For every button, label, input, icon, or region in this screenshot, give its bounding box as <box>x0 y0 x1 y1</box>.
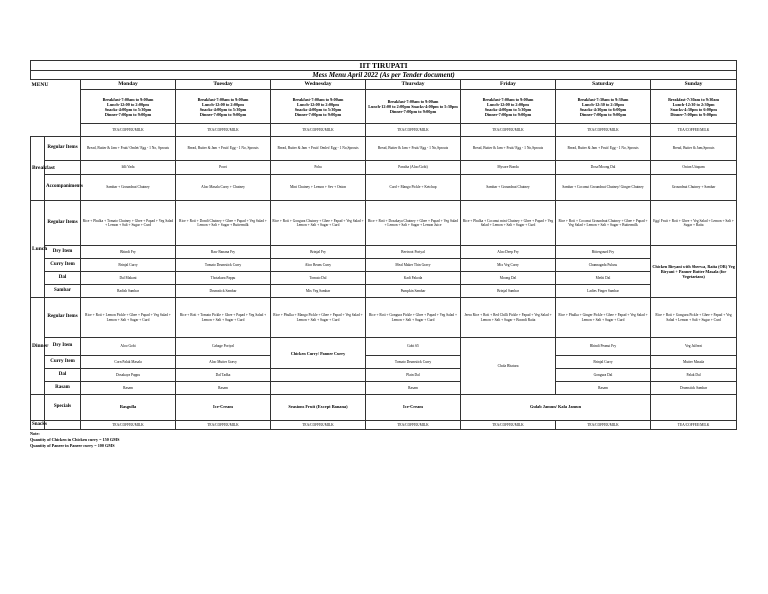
dinner-dal: Gongura Dal <box>556 369 651 382</box>
beverage-cell: TEA/COFFEE/MILK <box>271 124 366 137</box>
timing-cell: Breakfast-7:00am to 9:00am Lunch-12:00 to 2:00pm Snacks-4:00pm to 5:30pm Dinner-7:00pm to 9:00pm <box>271 90 366 124</box>
day-header: Sunday <box>651 80 737 90</box>
dinner-rasam: Rasam <box>556 382 651 395</box>
dinner-rasam: Rasam <box>176 382 271 395</box>
special-item: Rasgulla <box>81 395 176 421</box>
lunch-curry: Channagada Pulusu <box>556 259 651 272</box>
lunch-dry: Beetroot Poriyal <box>366 246 461 259</box>
breakfast-accompaniment: Groundnut Chutney + Sambar <box>651 175 737 201</box>
lunch-curry: Meal Maker Thin Gravy <box>366 259 461 272</box>
snack-beverage: TEA/COFFEE/MILK <box>461 421 556 430</box>
lunch-curry: Brinjal Curry <box>81 259 176 272</box>
page-subtitle: Mess Menu April 2022 (As per Tender document) <box>31 71 737 80</box>
dinner-dal: Dal Tadka <box>176 369 271 382</box>
day-header: Monday <box>81 80 176 90</box>
lunch-curry: Aloo Beans Curry <box>271 259 366 272</box>
special-item: Gulab Jamun/ Kala Jamun <box>461 395 651 421</box>
day-header: Wednesday <box>271 80 366 90</box>
timing-cell: Breakfast-7:00am to 9:00am Lunch-12:00 to 2:00pm Snacks-4:00pm to 5:30pm Dinner-7:00pm to 9:00pm <box>366 90 461 124</box>
row-label-specials: Specials <box>45 395 81 421</box>
beverage-cell: TEA/COFFEE/MILK <box>81 124 176 137</box>
special-item: Ice-Cream <box>176 395 271 421</box>
row-label-dal: Dal <box>45 272 81 285</box>
dinner-dry: Cabage Poriyal <box>176 338 271 356</box>
row-label-regular-items: Regular Items <box>45 201 81 246</box>
dinner-curry: Tomato Drumstick Curry <box>366 356 461 369</box>
lunch-sambar: Drumstick Sambar <box>176 285 271 298</box>
lunch-dal: Moong Dal <box>461 272 556 285</box>
row-label-dal: Dal <box>45 369 81 382</box>
breakfast-accompaniment: Aloo Masala Curry + Chutney <box>176 175 271 201</box>
snack-beverage: TEA/COFFEE/MILK <box>556 421 651 430</box>
dinner-wednesday-curry: Chicken Curry/ Panner Curry <box>271 338 366 369</box>
breakfast-main: Dosa/Moong Dal <box>556 161 651 175</box>
breakfast-main: Poha <box>271 161 366 175</box>
note-line: Quantity of Paneer in Paneer curry = 100 GMS <box>30 443 115 448</box>
row-label-sambar: Sambar <box>45 285 81 298</box>
row-label-accompaniments: Accompaniments <box>45 175 81 201</box>
group-dinner: Dinner <box>31 298 45 395</box>
lunch-regular: Rice + Phulka + Coconut mint Chutney + Ghee + Papad + Veg Salad + Lemon + Salt + Sugar + Curd <box>461 201 556 246</box>
dinner-regular: Rice + Roti + Gongura Pickle + Ghee + Papad + Veg Salad + Lemon + Salt + Sugar + Curd <box>366 298 461 338</box>
snack-beverage: TEA/COFFEE/MILK <box>176 421 271 430</box>
lunch-dal: Dal Makani <box>81 272 176 285</box>
breakfast-regular: Bread, Butter & Jam + Fruit/ Egg - 1 No, Sprouts <box>556 137 651 161</box>
group-snacks: Snacks <box>31 421 45 430</box>
dinner-dal: Palak Dal <box>651 369 737 382</box>
snack-beverage: TEA/COFFEE/MILK <box>366 421 461 430</box>
dinner-rasam: Rasam <box>366 382 461 395</box>
breakfast-accompaniment: Curd + Mango Pickle + Ketchup <box>366 175 461 201</box>
lunch-regular: Rice + Roti + Dondi Chutney + Ghee + Papad + Veg Salad + Lemon + Salt + Sugar + Buttermilk <box>176 201 271 246</box>
sunday-lunch-special: Chicken Biryani with Sherwa, Raita (OR) Veg Biryani + Panner Butter Masala (for Vegetarians) <box>651 246 737 298</box>
lunch-dry: Bhindi Fry <box>81 246 176 259</box>
breakfast-regular: Bread, Butter & Jam,Sprouts <box>651 137 737 161</box>
dinner-rasam: Rasam <box>81 382 176 395</box>
timing-cell: Breakfast-7:30am to 9:30am Lunch-12:30 to 2:30pm Snacks-4:30pm to 6:00pm Dinner-7:00pm to 9:00pm <box>556 90 651 124</box>
row-label-rasam: Rasam <box>45 382 81 395</box>
breakfast-accompaniment: Sambar + Groundnut Chutney <box>81 175 176 201</box>
lunch-curry: Mix Veg Curry <box>461 259 556 272</box>
breakfast-main: Onion Uttapam <box>651 161 737 175</box>
dinner-curry: Aloo Mutter Gravy <box>176 356 271 369</box>
timing-cell: Breakfast-7:30am to 9:30am Lunch-12:30 to 2:30pm Snacks-4:30pm to 6:00pm Dinner-7:00pm to 9:00pm <box>651 90 737 124</box>
breakfast-regular: Bread, Butter & Jam + Fruit/ Egg - 1 No,Sprouts <box>461 137 556 161</box>
lunch-dry: Aloo Deep Fry <box>461 246 556 259</box>
note-line: Quantity of Chicken in Chicken curry = 150 GMS <box>30 437 120 442</box>
lunch-regular: Rice + Phulka + Tomato Chutney + Ghee + Papad + Veg Salad + Lemon + Salt + Sugar + Curd <box>81 201 176 246</box>
breakfast-main: Idli Vada <box>81 161 176 175</box>
dinner-regular: Jeera Rice + Roti + Red Chilli Pickle + Papad + Veg Salad + Lemon + Salt + Sugar + Boondi Raita <box>461 298 556 338</box>
day-header: Friday <box>461 80 556 90</box>
snack-beverage: TEA/COFFEE/MILK <box>271 421 366 430</box>
breakfast-regular: Bread, Butter & Jam + Fruit/ Egg - 1 No, Sprouts <box>176 137 271 161</box>
special-item: Seasions Fruit (Except Banana) <box>271 395 366 421</box>
breakfast-main: Paratha (Aloo/Gobi) <box>366 161 461 175</box>
dinner-regular: Rice + Roti + Tomato Pickle + Ghee + Papad + Veg Salad + Lemon + Salt + Sugar + Curd <box>176 298 271 338</box>
dinner-dry: Veg Jalfrezi <box>651 338 737 356</box>
beverage-cell: TEA/COFFEE/MILK <box>461 124 556 137</box>
timing-cell: Breakfast-7:00am to 9:00am Lunch-12:00 to 2:00pm Snacks-4:00pm to 5:30pm Dinner-7:00pm to 9:00pm <box>176 90 271 124</box>
dinner-dry: Gobi 65 <box>366 338 461 356</box>
beverage-cell: TEA/COFFEE/MILK <box>556 124 651 137</box>
beverage-cell: TEA/COFFEE/MILK <box>366 124 461 137</box>
snack-beverage: TEA/COFFEE/MILK <box>81 421 176 430</box>
dinner-dry: Aloo Gobi <box>81 338 176 356</box>
lunch-dry: Raw Banana Fry <box>176 246 271 259</box>
beverage-cell: TEA/COFFEE/MILK <box>651 124 737 137</box>
dinner-curry: Mutter Masala <box>651 356 737 369</box>
lunch-sambar: Radish Sambar <box>81 285 176 298</box>
dinner-rasam: Drumstick Sambar <box>651 382 737 395</box>
breakfast-accompaniment: Sambar + Groundnut Chutney <box>461 175 556 201</box>
dinner-regular: Rice + Phulka + Mango Pickle + Ghee + Papad + Veg Salad + Lemon + Salt + Sugar + Curd <box>271 298 366 338</box>
breakfast-main: Poori <box>176 161 271 175</box>
breakfast-regular: Bread, Butter & Jam + Fruit/ Omlet/ Egg - 1 No,Sprouts <box>271 137 366 161</box>
dinner-regular: Rice + Roti + Gongura Pickle + Ghee + Papad + Veg Salad + Lemon + Salt + Sugar + Curd <box>651 298 737 338</box>
dinner-curry: Brinjal Curry <box>556 356 651 369</box>
row-label-dry-item: Dry Item <box>45 338 81 356</box>
menu-label: MENU <box>31 81 49 88</box>
lunch-dal: Tomato Dal <box>271 272 366 285</box>
breakfast-regular: Bread, Butter & Jam + Fruit/ Omlet/ Egg - 1 No, Sprouts <box>81 137 176 161</box>
lunch-dal: Thotakura Pappu <box>176 272 271 285</box>
timing-cell: Breakfast-7:00am to 9:00am Lunch-12:00 to 2:00pm Snacks-4:00pm to 5:30pm Dinner-7:00pm to 9:00pm <box>461 90 556 124</box>
row-label-regular-items: Regular Items <box>45 298 81 338</box>
breakfast-main: Mysore Bonda <box>461 161 556 175</box>
special-item: Ice-Cream <box>366 395 461 421</box>
day-header: Thursday <box>366 80 461 90</box>
beverage-cell: TEA/COFFEE/MILK <box>176 124 271 137</box>
mess-menu-table <box>30 60 737 430</box>
dinner-regular: Rice + Phulka + Ginger Pickle + Ghee + Papad + Veg Salad + Lemon + Salt + Sugar + Curd <box>556 298 651 338</box>
lunch-regular: Rice + Roti + Coconut Groundnut Chutney + Ghee + Papad + Veg Salad + Lemon + Salt + Sugar + Buttermilk <box>556 201 651 246</box>
lunch-regular: Egg/ Fruit + Roti + Ghee + Veg Salad + Lemon + Salt + Sugar + Raita <box>651 201 737 246</box>
dinner-dal: Plain Dal <box>366 369 461 382</box>
breakfast-regular: Bread, Butter & Jam + Fruit/ Egg - 1 No,Sprouts <box>366 137 461 161</box>
lunch-dry: Brinjal Fry <box>271 246 366 259</box>
dinner-dal: Dosakaya Pappu <box>81 369 176 382</box>
lunch-sambar: Pumpkin Sambar <box>366 285 461 298</box>
lunch-dal: Methi Dal <box>556 272 651 285</box>
day-header: Saturday <box>556 80 651 90</box>
row-label-regular-items: Regular Items <box>45 137 81 161</box>
lunch-sambar: Mix Veg Sambar <box>271 285 366 298</box>
lunch-dal: Kadi Pakoda <box>366 272 461 285</box>
dinner-friday-special: Chola Bhatura <box>461 338 556 395</box>
group-lunch: Lunch <box>31 201 45 298</box>
lunch-curry: Tomato Drumstick Curry <box>176 259 271 272</box>
page-title: IIT TIRUPATI <box>31 61 737 71</box>
row-label-curry-item: Curry Item <box>45 356 81 369</box>
lunch-sambar: Brinjal Sambar <box>461 285 556 298</box>
dinner-dry: Bhindi Peanut Fry <box>556 338 651 356</box>
day-header: Tuesday <box>176 80 271 90</box>
lunch-dry: Bittergourd Fry <box>556 246 651 259</box>
snack-beverage: TEA/COFFEE/MILK <box>651 421 737 430</box>
group-breakfast: Breakfast <box>31 137 45 201</box>
row-label-dry-item: Dry Item <box>45 246 81 259</box>
timing-cell: Breakfast-7:00am to 9:00am Lunch-12:00 to 2:00pm Snacks-4:00pm to 5:30pm Dinner-7:00pm to 9:00pm <box>81 90 176 124</box>
lunch-regular: Rice + Roti + Dosakaya Chutney + Ghee + Papad + Veg Salad + Lemon + Salt + Sugar + Lemon Juice <box>366 201 461 246</box>
breakfast-accompaniment: Sambar + Coconut Groundnut Chutney/ Ginger Chutney <box>556 175 651 201</box>
lunch-sambar: Ladies Finger Sambar <box>556 285 651 298</box>
notes-heading: Note: <box>30 431 40 436</box>
special-item <box>651 395 737 421</box>
dinner-regular: Rice + Roti + Lemon Pickle + Ghee + Papad + Veg Salad + Lemon + Salt + Sugar + Curd <box>81 298 176 338</box>
mess-menu-sheet <box>30 60 736 430</box>
dinner-curry: Corn Palak Masala <box>81 356 176 369</box>
lunch-regular: Rice + Roti + Gongura Chutney + Ghee + Papad + Veg Salad + Lemon + Salt + Sugar + Curd <box>271 201 366 246</box>
breakfast-accompaniment: Mint Chutney + Lemon + Sev + Onion <box>271 175 366 201</box>
row-label-curry-item: Curry Item <box>45 259 81 272</box>
notes <box>30 431 119 449</box>
